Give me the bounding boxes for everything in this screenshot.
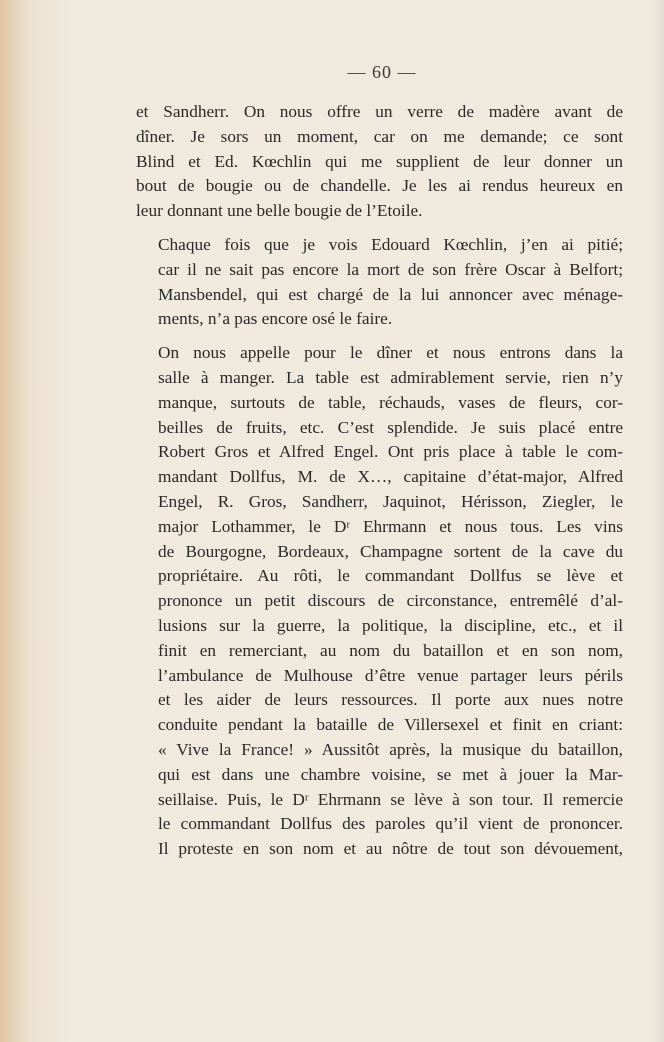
text-line: propriétaire. Au rôti, le commandant Dollfus se lève et (158, 566, 623, 586)
text-line: conduite pendant la bataille de Villersexel et finit en criant: (158, 715, 623, 735)
page-number: — 60 — (347, 62, 417, 82)
text-line: mandant Dollfus, M. de X…, capitaine d’état-major, Alfred (158, 467, 623, 487)
text-line: ments, n’a pas encore osé le faire. (158, 309, 393, 329)
text-line: car il ne sait pas encore la mort de son frère Oscar à Belfort; (158, 259, 623, 279)
text-line: seillaise. Puis, le Dʳ Ehrmann se lève à son tour. Il remercie (158, 789, 623, 809)
text-line: lusions sur la guerre, la politique, la discipline, etc., et il (158, 615, 623, 635)
text-line: Il proteste en son nom et au nôtre de tout son dévouement, (158, 839, 623, 859)
text-line: Chaque fois que je vois Edouard Kœchlin, j’en ai pitié; (158, 234, 623, 254)
text-line: dîner. Je sors un moment, car on me demande; ce sont (136, 126, 623, 146)
text-line: de Bourgogne, Bordeaux, Champagne sortent de la cave du (158, 541, 623, 561)
text-line: beilles de fruits, etc. C’est splendide. Je suis placé entre (158, 417, 623, 437)
paragraph-3 (136, 341, 623, 862)
paragraph-1 (136, 100, 623, 224)
text-line: leur donnant une belle bougie de l’Etoile. (136, 201, 423, 221)
text-line: finit en remerciant, au nom du bataillon et en son nom, (158, 640, 623, 660)
text-line: bout de bougie ou de chandelle. Je les ai rendus heureux en (136, 176, 623, 196)
paragraph-2 (136, 233, 623, 332)
text-line: qui est dans une chambre voisine, se met à jouer la Mar- (158, 764, 623, 784)
text-line: Blind et Ed. Kœchlin qui me supplient de leur donner un (136, 151, 623, 171)
text-line: le commandant Dollfus des paroles qu’il vient de prononcer. (158, 814, 623, 834)
text-line: et les aider de leurs ressources. Il porte aux nues notre (158, 690, 623, 710)
text-line: manque, surtouts de table, réchauds, vases de fleurs, cor- (158, 392, 623, 412)
text-line: On nous appelle pour le dîner et nous entrons dans la (158, 343, 623, 363)
body-text (136, 100, 623, 871)
text-line: Robert Gros et Alfred Engel. Ont pris place à table le com- (158, 442, 623, 462)
text-line: major Lothammer, le Dʳ Ehrmann et nous tous. Les vins (158, 516, 623, 536)
text-line: « Vive la France! » Aussitôt après, la musique du bataillon, (158, 739, 623, 759)
text-line: Mansbendel, qui est chargé de la lui annoncer avec ménage- (158, 284, 623, 304)
text-line: et Sandherr. On nous offre un verre de madère avant de (136, 102, 623, 121)
text-line: Engel, R. Gros, Sandherr, Jaquinot, Hérisson, Ziegler, le (158, 491, 623, 511)
text-line: l’ambulance de Mulhouse d’être venue partager leurs périls (158, 665, 623, 685)
text-line: salle à manger. La table est admirablement servie, rien n’y (158, 367, 623, 387)
text-line: prononce un petit discours de circonstance, entremêlé d’al- (158, 591, 623, 611)
